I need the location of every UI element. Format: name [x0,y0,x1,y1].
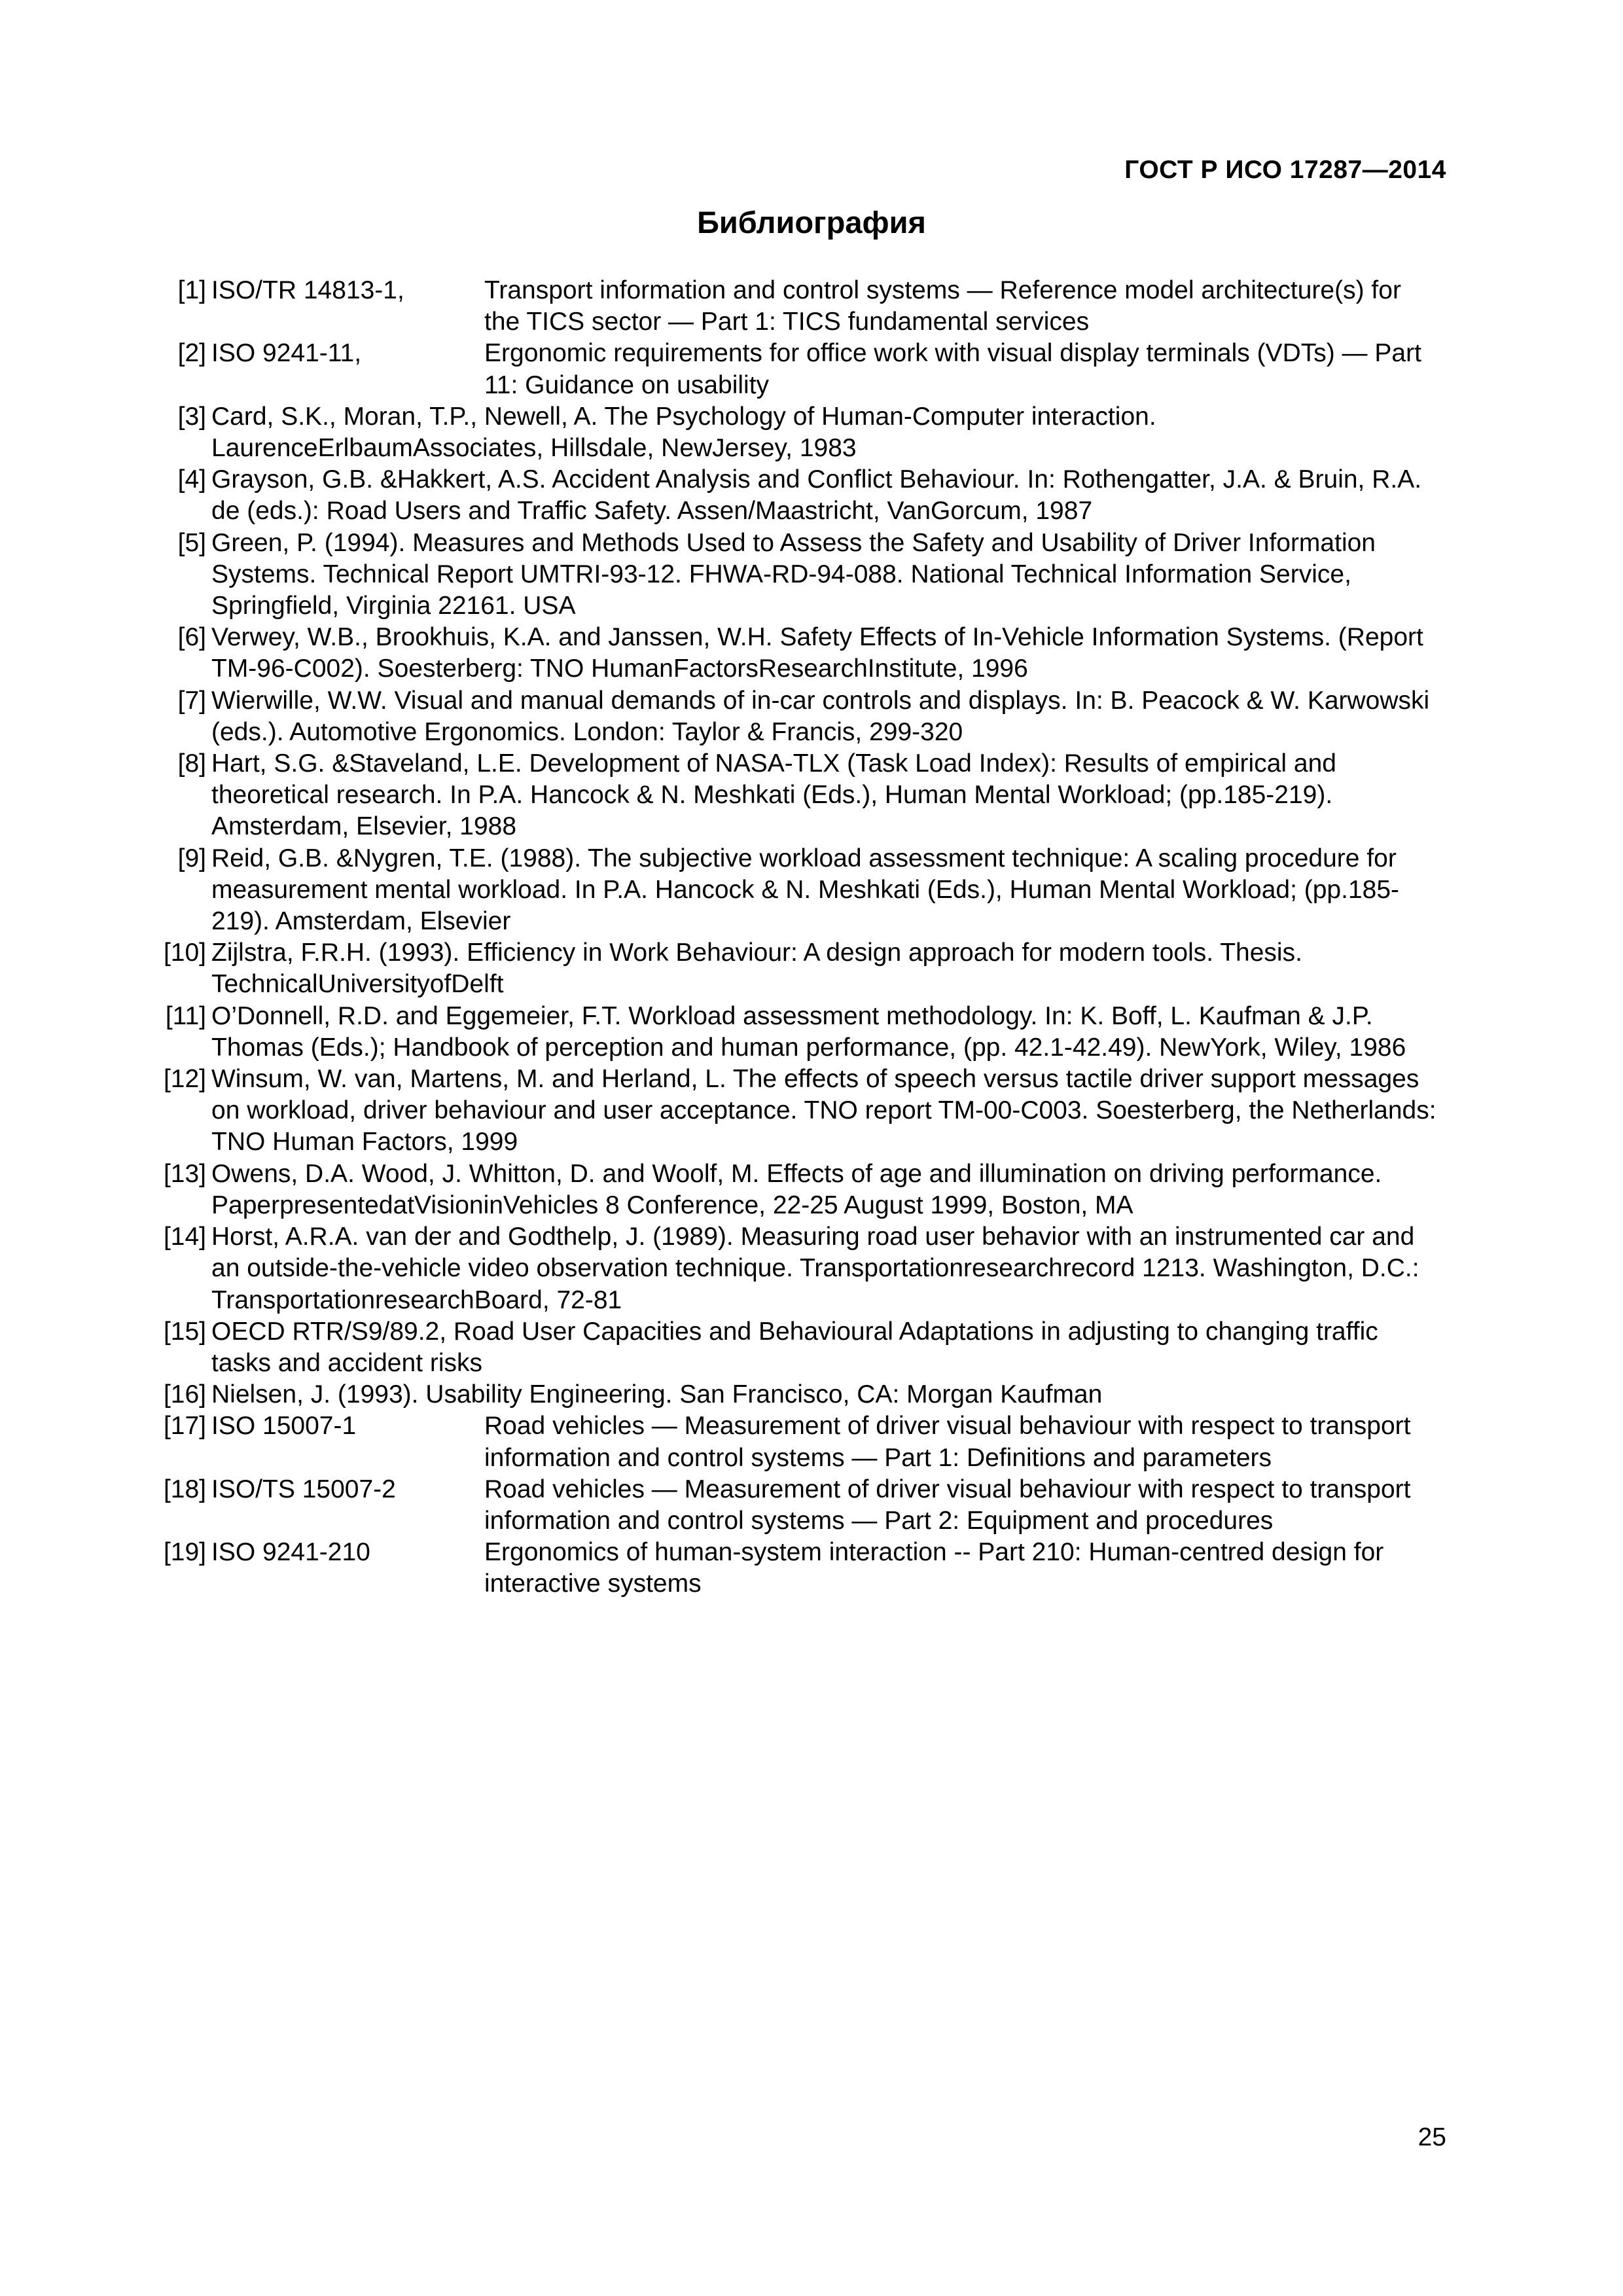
page-number: 25 [1418,2123,1446,2151]
entry-number-label: [5] [177,528,206,557]
entry-text: Road vehicles — Measurement of driver visual behaviour with respect to transport information and control systems — Part 1: Definitions and parameters [484,1412,1411,1472]
entry-number [131,1001,206,1064]
entry-number-label: [12] [163,1065,206,1094]
bibliography-entry [131,748,1440,843]
entry-number [131,464,206,527]
entry-number-label: [19] [163,1538,206,1567]
entry-number [131,622,206,685]
bibliography-entry [131,275,1440,338]
entry-text: Wierwille, W.W. Visual and manual demands of in-car controls and displays. In: B. Peacock & W. Karwowski (eds.). Automotive Ergonomics. London: Taylor & Francis, 299-320 [211,686,1430,746]
entry-text: Hart, S.G. &Staveland, L.E. Development of NASA-TLX (Task Load Index): Results of empirical and theoretical research. In P.A. Hancock & N. Meshkati (Eds.), Human Mental Workload; (pp.185-219). Amsterdam, Elsevier, 1988 [211,749,1336,841]
entry-text: Verwey, W.B., Brookhuis, K.A. and Janssen, W.H. Safety Effects of In-Vehicle Information Systems. (Report TM-96-C002). Soesterberg: TNO HumanFactorsResearchInstitute, 1996 [211,623,1423,683]
bibliography-entry [131,843,1440,938]
bibliography-entry [131,685,1440,748]
bibliography-entry [131,1064,1440,1158]
bibliography-entry [131,1316,1440,1379]
entry-number [131,528,206,622]
entry-text: Road vehicles — Measurement of driver visual behaviour with respect to transport information and control systems — Part 2: Equipment and procedures [484,1475,1411,1535]
entry-number-label: [18] [163,1475,206,1503]
entry-text: Zijlstra, F.R.H. (1993). Efficiency in Work Behaviour: A design approach for modern tools. Thesis. TechnicalUniversityofDelft [211,939,1302,999]
entry-text: O’Donnell, R.D. and Eggemeier, F.T. Workload assessment methodology. In: K. Boff, L. Kaufman & J.P. Thomas (Eds.); Handbook of perception and human performance, (pp. 42.1-42.49). NewYork, Wiley, 1986 [211,1001,1406,1062]
entry-text: Card, S.K., Moran, T.P., Newell, A. The Psychology of Human-Computer interaction. LaurenceErlbaumAssociates, Hillsdale, NewJersey, 1983 [211,402,1156,463]
entry-number [131,1379,206,1410]
entry-number-label: [15] [163,1317,206,1346]
bibliography-entry [131,338,1440,401]
entry-number [131,401,206,464]
entry-number-label: [13] [163,1159,206,1188]
entry-number-label: [11] [165,1001,206,1030]
bibliography-entry [131,1379,1440,1410]
entry-number-label: [8] [177,749,206,778]
bibliography-entry [131,1537,1440,1600]
entry-number-label: [6] [177,623,206,652]
entry-text: Green, P. (1994). Measures and Methods Used to Assess the Safety and Usability of Driver Information Systems. Technical Report UMTRI-93-12. FHWA-RD-94-088. National Technical Information Service, Springfield, Virginia 22161. USA [211,528,1376,620]
entry-text: OECD RTR/S9/89.2, Road User Capacities and Behavioural Adaptations in adjusting to changing traffic tasks and accident risks [211,1317,1378,1377]
entry-standard-code: ISO 9241-210 [211,1538,370,1567]
bibliography-entry [131,1001,1440,1064]
entry-number [131,1158,206,1221]
entry-text: Ergonomics of human-system interaction -- Part 210: Human-centred design for interactive systems [484,1538,1384,1598]
entry-number [131,1537,206,1600]
bibliography-entry [131,528,1440,622]
entry-number-label: [7] [177,686,206,715]
entry-standard-code: ISO 9241-11, [211,339,362,368]
entry-number [131,937,206,1000]
entry-standard-code: ISO/TS 15007-2 [211,1475,396,1503]
entry-standard-code: ISO 15007-1 [211,1412,357,1441]
entry-text: Owens, D.A. Wood, J. Whitton, D. and Woolf, M. Effects of age and illumination on driving performance. PaperpresentedatVisioninVehicles 8 Conference, 22-25 August 1999, Boston, MA [211,1159,1382,1219]
entry-text: Winsum, W. van, Martens, M. and Herland, L. The effects of speech versus tactile driver support messages on workload, driver behaviour and user acceptance. TNO report TM-00-C003. Soesterberg, the Netherlands: TNO Human Factors, 1999 [211,1065,1436,1157]
entry-text: Nielsen, J. (1993). Usability Engineering. San Francisco, CA: Morgan Kaufman [211,1380,1103,1409]
entry-number-label: [14] [163,1223,206,1251]
entry-number-label: [2] [177,339,206,368]
entry-number-label: [4] [177,465,206,494]
bibliography-entry [131,937,1440,1000]
bibliography-entry [131,401,1440,464]
bibliography-entry [131,1221,1440,1316]
entry-number [131,275,206,338]
entry-number [131,338,206,401]
bibliography-entry [131,1410,1440,1473]
entry-number-label: [1] [177,276,206,304]
standard-code: ГОСТ Р ИСО 17287—2014 [1124,156,1446,184]
entry-number [131,748,206,843]
entry-text: Transport information and control systems — Reference model architecture(s) for the TICS sector — Part 1: TICS fundamental services [484,276,1401,336]
page-title: Библиография [697,205,926,240]
entry-number [131,843,206,938]
bibliography-entry [131,1474,1440,1537]
entry-text: Ergonomic requirements for office work with visual display terminals (VDTs) — Part 11: Guidance on usability [484,339,1421,399]
entry-text: Reid, G.B. &Nygren, T.E. (1988). The subjective workload assessment technique: A scaling procedure for measurement mental workload. In P.A. Hancock & N. Meshkati (Eds.), Human Mental Workload; (pp.185-219). Amsterdam, Elsevier [211,844,1400,936]
entry-number [131,1474,206,1537]
entry-number-label: [3] [177,402,206,431]
entry-text: Horst, A.R.A. van der and Godthelp, J. (1989). Measuring road user behavior with an instrumented car and an outside-the-vehicle video observation technique. Transportationresearchrecord 1213. Washington, D.C.: TransportationresearchBoard, 72-81 [211,1223,1419,1314]
entry-number-label: [9] [177,844,206,872]
entry-number-label: [17] [163,1412,206,1441]
entry-text: Grayson, G.B. &Hakkert, A.S. Accident Analysis and Conflict Behaviour. In: Rothengatter, J.A. & Bruin, R.A. de (eds.): Road Users and Traffic Safety. Assen/Maastricht, VanGorcum, 1987 [211,465,1422,526]
entry-number [131,1410,206,1473]
bibliography-entry [131,1158,1440,1221]
entry-number [131,1316,206,1379]
entry-standard-code: ISO/TR 14813-1, [211,276,404,304]
entry-number [131,1064,206,1158]
entry-number-label: [10] [163,939,206,967]
bibliography-list [131,275,1440,1600]
entry-number-label: [16] [163,1380,206,1409]
bibliography-entry [131,464,1440,527]
entry-number [131,685,206,748]
entry-number [131,1221,206,1316]
bibliography-entry [131,622,1440,685]
